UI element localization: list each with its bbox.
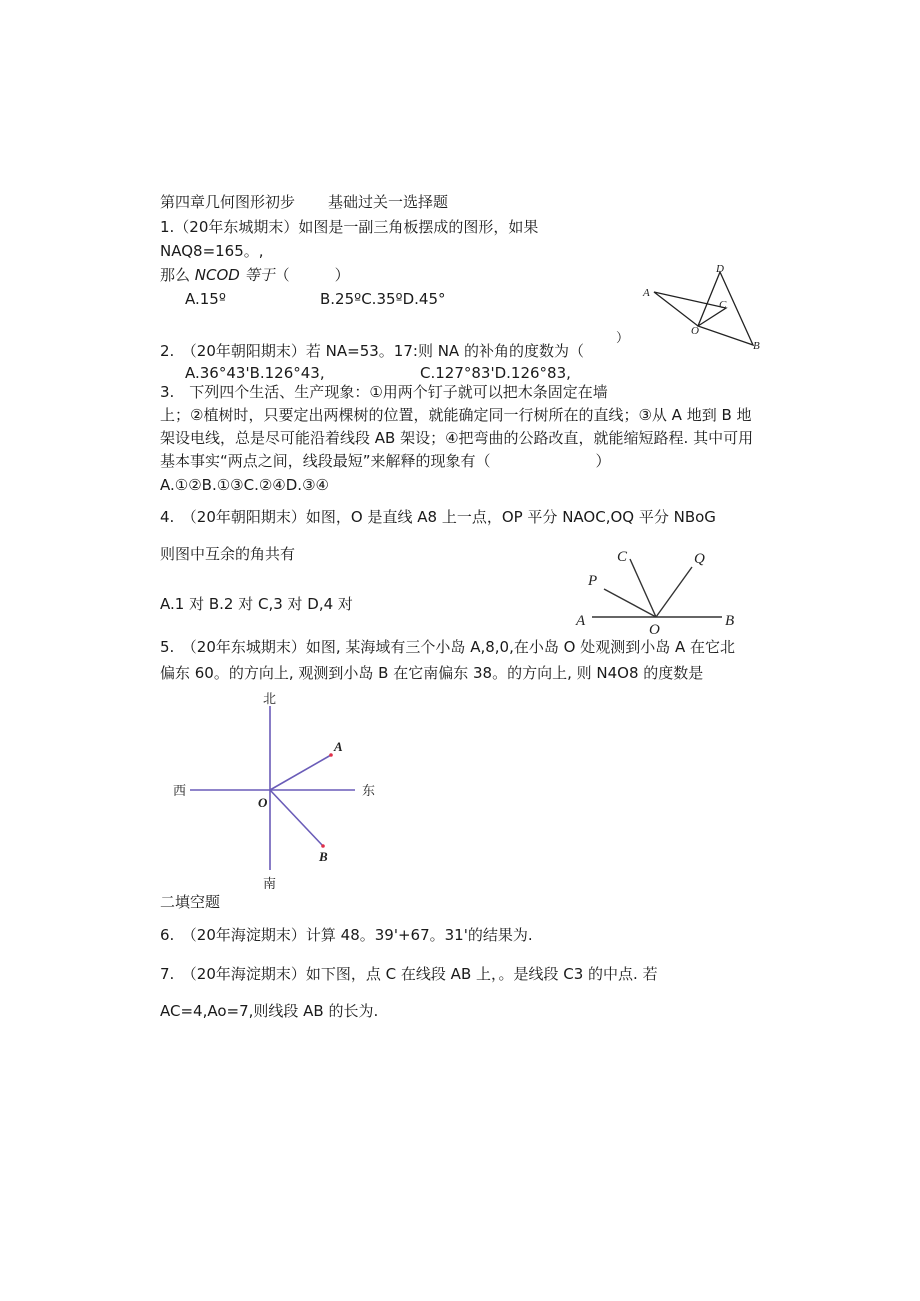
q5-ray-ob: [270, 790, 323, 846]
q5-label-east: 东: [362, 783, 376, 798]
q3-options: A.①②B.①③C.②④D.③④: [160, 476, 329, 494]
q5-line2: 偏东 60。的方向上, 观测到小岛 B 在它南偏东 38。的方向上, 则 N4O8 的度数是: [160, 664, 704, 682]
q5-line1: 5. （20年东城期末）如图, 某海域有三个小岛 A,8,0,在小岛 O 处观测到小岛 A 在它北: [160, 638, 735, 656]
q4-label-o: O: [649, 622, 660, 638]
q4-label-c: C: [617, 549, 628, 565]
q2-options-cd: C.127°83'D.126°83,: [420, 364, 571, 382]
q5-label-north: 北: [263, 691, 277, 706]
q2-line1: 2. （20年朝阳期末）若 NA=53。17:则 NA 的补角的度数为（: [160, 342, 584, 360]
q6-line1: 6. （20年海淀期末）计算 48。39'+67。31'的结果为.: [160, 926, 533, 944]
q4-line2: 则图中互余的角共有: [160, 545, 296, 563]
q4-label-q: Q: [694, 551, 705, 567]
q5-label-west: 西: [173, 783, 187, 798]
q3-line4: 基本事实“两点之间，线段最短”来解释的现象有（ ）: [160, 452, 611, 470]
q1-triangle-figure: [640, 262, 770, 352]
q5-label-o: O: [258, 795, 268, 810]
q1-line3-prefix: 那么: [160, 266, 195, 284]
q3-line1: 3. 下列四个生活、生产现象：①用两个钉子就可以把木条固定在墙: [160, 383, 608, 401]
q1-line2: NAQ8=165。,: [160, 242, 264, 260]
q5-compass-figure: [160, 690, 390, 895]
q1-label-c: C: [719, 299, 727, 311]
q5-label-south: 南: [263, 876, 277, 891]
q2-options-ab: A.36°43'B.126°43,: [185, 364, 325, 382]
q1-label-a: A: [643, 287, 650, 299]
q5-ray-oa: [270, 755, 331, 790]
q4-ray-oq: [656, 567, 692, 617]
q4-options: A.1 对 B.2 对 C,3 对 D,4 对: [160, 595, 353, 613]
section2-title: 二填空题: [160, 893, 221, 911]
q3-line2: 上；②植树时，只要定出两棵树的位置，就能确定同一行树所在的直线；③从 A 地到 B 地: [160, 406, 752, 424]
q1-line3: [160, 266, 350, 284]
q1-label-o: O: [691, 325, 699, 337]
q1-line1: 1.（20年东城期末）如图是一副三角板摆成的图形，如果: [160, 218, 539, 236]
q4-label-a: A: [576, 613, 586, 629]
q1-label-d: D: [716, 263, 724, 275]
q4-ray-oc: [630, 559, 656, 617]
q5-point-b: [321, 844, 325, 848]
q1-stray-paren: ）: [616, 331, 630, 346]
q4-label-p: P: [588, 573, 598, 589]
q5-point-a: [329, 753, 333, 757]
q7-line1: 7. （20年海淀期末）如下图，点 C 在线段 AB 上，。是线段 C3 的中点. 若: [160, 965, 658, 983]
q1-line3-blank: （ ）: [274, 266, 350, 284]
q1-options-bcd: B.25ºC.35ºD.45°: [320, 290, 446, 308]
q4-ray-op: [604, 589, 656, 617]
q7-line2: AC=4,Ao=7,则线段 AB 的长为.: [160, 1002, 379, 1020]
q4-angle-figure: [570, 545, 750, 640]
q4-line1: 4. （20年朝阳期末）如图，O 是直线 A8 上一点，OP 平分 NAOC,OQ 平分 NBoG: [160, 508, 716, 526]
q1-option-a: A.15º: [185, 290, 226, 308]
q5-label-a: A: [334, 739, 343, 754]
q4-label-b: B: [725, 613, 735, 629]
q1-triangle-1: [654, 292, 726, 326]
chapter-title: 第四章几何图形初步: [160, 193, 296, 211]
q5-label-b: B: [319, 849, 328, 864]
q1-label-b: B: [753, 340, 760, 352]
q1-line3-angle: NCOD 等于: [194, 266, 275, 284]
q3-line3: 架设电线，总是尽可能沿着线段 AB 架设；④把弯曲的公路改直，就能缩短路程. 其中可用: [160, 429, 754, 447]
section-title: 基础过关一选择题: [328, 193, 449, 211]
